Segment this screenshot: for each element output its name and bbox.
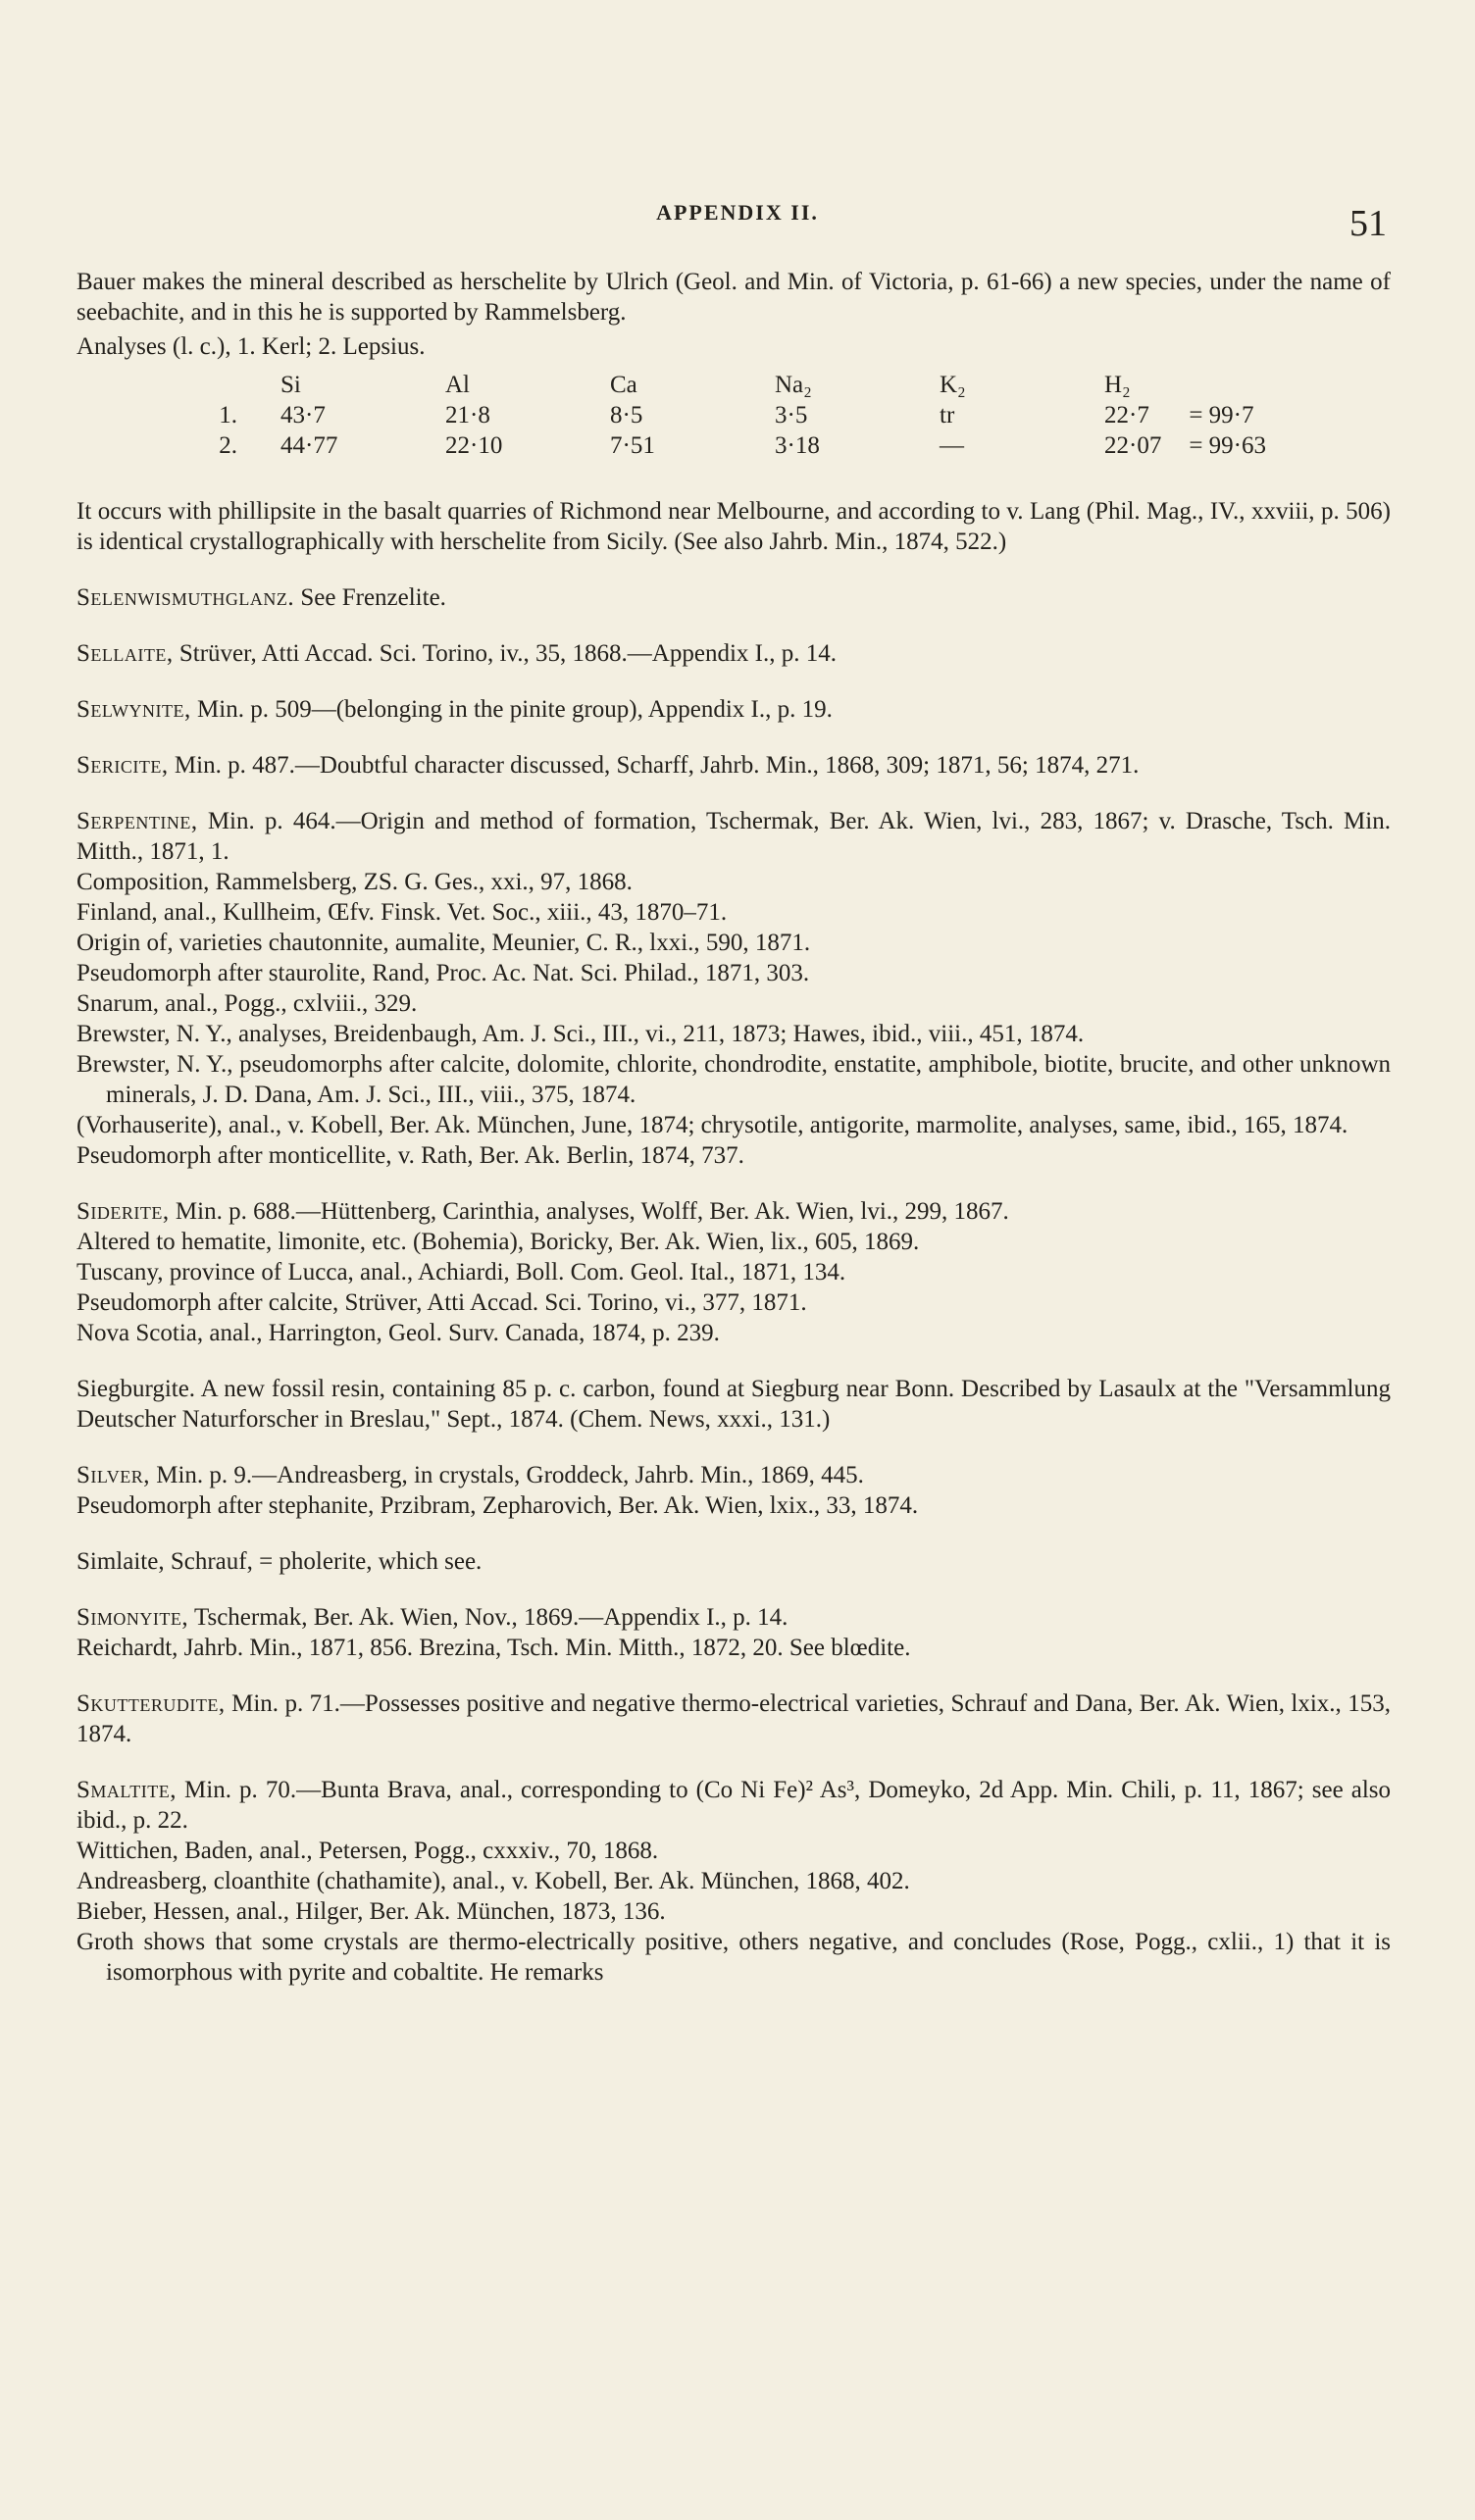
entry-line: Tuscany, province of Lucca, anal., Achiardi, Boll. Com. Geol. Ital., 1871, 134. bbox=[76, 1259, 846, 1285]
occurs-paragraph: It occurs with phillipsite in the basalt quarries of Richmond near Melbourne, and according to v. Lang (Phil. Mag., IV., xxviii, p. 506) is identical crystallographically with herschelite from Sicily. (See also Jahrb. Min., 1874, 522.) bbox=[76, 498, 1391, 555]
table-cell: 22·7 bbox=[1104, 402, 1149, 428]
entry-line: Pseudomorph after calcite, Strüver, Atti Accad. Sci. Torino, vi., 377, 1871. bbox=[76, 1289, 807, 1316]
analysis-row bbox=[165, 430, 1280, 461]
entry-selwynite bbox=[76, 694, 1391, 725]
entry-line: Finland, anal., Kullheim, Œfv. Finsk. Vet. Soc., xiii., 43, 1870–71. bbox=[76, 899, 728, 926]
entry-simlaite: Simlaite, Schrauf, = pholerite, which see. bbox=[76, 1548, 483, 1575]
entry-line: Pseudomorph after monticellite, v. Rath, Ber. Ak. Berlin, 1874, 737. bbox=[76, 1142, 744, 1169]
entry-line bbox=[76, 1460, 1391, 1490]
entry-line bbox=[76, 1602, 1391, 1633]
table-cell: 44·77 bbox=[280, 432, 338, 459]
table-header-cell: H₂ bbox=[1104, 372, 1131, 398]
entry-text: Min. p. 9.—Andreasberg, in crystals, Groddeck, Jahrb. Min., 1869, 445. bbox=[150, 1462, 864, 1488]
table-header-cell bbox=[165, 370, 267, 400]
page-body bbox=[76, 267, 1391, 1988]
entry-siegburgite: Siegburgite. A new fossil resin, containing 85 p. c. carbon, found at Siegburg near Bonn. Described by Lasaulx at the "Versammlung Deutscher Naturforscher in Breslau," Sept., 1874. (Chem. News, xxxi., 131.) bbox=[76, 1376, 1391, 1433]
entry-line: Reichardt, Jahrb. Min., 1871, 856. Brezina, Tsch. Min. Mitth., 1872, 20. See blœdite. bbox=[76, 1635, 911, 1661]
table-cell: 2. bbox=[219, 432, 237, 459]
table-header-cell bbox=[1175, 370, 1280, 400]
entry-line: Bieber, Hessen, anal., Hilger, Ber. Ak. München, 1873, 136. bbox=[76, 1898, 666, 1925]
table-cell: 3·5 bbox=[775, 402, 808, 428]
entry-line: Brewster, N. Y., pseudomorphs after calcite, dolomite, chlorite, chondrodite, enstatite, amphibole, biotite, brucite, and other unknown minerals, J. D. Dana, Am. J. Sci., III., viii., 375, 1874. bbox=[76, 1051, 1391, 1108]
entry-simonyite bbox=[76, 1602, 1391, 1663]
analysis-table bbox=[165, 370, 1280, 461]
table-cell: 22·07 bbox=[1104, 432, 1162, 459]
entry-siderite bbox=[76, 1196, 1391, 1348]
entry-name: Selwynite, bbox=[76, 696, 191, 723]
table-cell: 3·18 bbox=[775, 432, 820, 459]
entry-skutterudite bbox=[76, 1688, 1391, 1749]
entry-line: Wittichen, Baden, anal., Petersen, Pogg., cxxxiv., 70, 1868. bbox=[76, 1838, 659, 1864]
entry-silver bbox=[76, 1460, 1391, 1521]
analyses-intro: Analyses (l. c.), 1. Kerl; 2. Lepsius. bbox=[76, 333, 426, 360]
entry-serpentine bbox=[76, 806, 1391, 1171]
entry-line: Origin of, varieties chautonnite, aumalite, Meunier, C. R., lxxi., 590, 1871. bbox=[76, 930, 811, 956]
entry-line: Andreasberg, cloanthite (chathamite), anal., v. Kobell, Ber. Ak. München, 1868, 402. bbox=[76, 1868, 910, 1894]
entry-line: Pseudomorph after stephanite, Przibram, Zepharovich, Ber. Ak. Wien, lxix., 33, 1874. bbox=[76, 1492, 919, 1519]
entry-name: Silver, bbox=[76, 1462, 150, 1488]
entry-line bbox=[76, 1196, 1391, 1227]
entry-name: Sericite, bbox=[76, 752, 169, 779]
analysis-row bbox=[165, 400, 1280, 430]
table-cell: 8·5 bbox=[610, 402, 643, 428]
analysis-header-row bbox=[165, 370, 1280, 400]
entry-selenwismuthglanz bbox=[76, 582, 1391, 613]
entry-name: Sellaite, bbox=[76, 640, 174, 667]
entry-line: Groth shows that some crystals are thermo-electrically positive, others negative, and concludes (Rose, Pogg., cxlii., 1) that it is isomorphous with pyrite and cobaltite. He remarks bbox=[76, 1929, 1391, 1986]
entry-line: Brewster, N. Y., analyses, Breidenbaugh, Am. J. Sci., III., vi., 211, 1873; Hawes, ibid., viii., 451, 1874. bbox=[76, 1021, 1085, 1047]
entry-text: Strüver, Atti Accad. Sci. Torino, iv., 35, 1868.—Appendix I., p. 14. bbox=[173, 640, 837, 667]
entry-name: Selenwismuthglanz. bbox=[76, 584, 295, 611]
entry-text: Min. p. 464.—Origin and method of formation, Tschermak, Ber. Ak. Wien, lvi., 283, 1867; v. Drasche, Tsch. Min. Mitth., 1871, 1. bbox=[76, 808, 1391, 865]
entry-name: Serpentine, bbox=[76, 808, 198, 834]
entry-line bbox=[76, 806, 1391, 867]
entry-name: Skutterudite, bbox=[76, 1690, 226, 1717]
table-cell: — bbox=[940, 432, 964, 459]
entry-name: Smaltite, bbox=[76, 1777, 177, 1803]
entry-line bbox=[76, 1688, 1391, 1749]
bauer-paragraph: Bauer makes the mineral described as herschelite by Ulrich (Geol. and Min. of Victoria, p. 61-66) a new species, under the name of seebachite, and in this he is supported by Rammelsberg. bbox=[76, 269, 1391, 326]
entry-text: Tschermak, Ber. Ak. Wien, Nov., 1869.—Appendix I., p. 14. bbox=[188, 1604, 788, 1631]
entry-text: Min. p. 71.—Possesses positive and negative thermo-electrical varieties, Schrauf and Dana, Ber. Ak. Wien, lxix., 153, 1874. bbox=[76, 1690, 1391, 1747]
table-cell: 7·51 bbox=[610, 432, 655, 459]
page-number: 51 bbox=[1349, 203, 1387, 244]
entry-name: Siderite, bbox=[76, 1198, 170, 1225]
entry-text: Min. p. 487.—Doubtful character discussed, Scharff, Jahrb. Min., 1868, 309; 1871, 56; 1874, 271. bbox=[168, 752, 1140, 779]
table-header-cell: K₂ bbox=[940, 372, 966, 398]
entry-line: Composition, Rammelsberg, ZS. G. Ges., xxi., 97, 1868. bbox=[76, 869, 633, 895]
table-header-cell: Al bbox=[445, 372, 470, 398]
entry-sericite bbox=[76, 750, 1391, 781]
table-cell: 1. bbox=[219, 402, 237, 428]
table-cell: tr bbox=[940, 402, 955, 428]
entry-text: See Frenzelite. bbox=[294, 584, 446, 611]
entry-line: Nova Scotia, anal., Harrington, Geol. Surv. Canada, 1874, p. 239. bbox=[76, 1320, 720, 1346]
table-cell: 43·7 bbox=[280, 402, 326, 428]
entry-text: Min. p. 509—(belonging in the pinite group), Appendix I., p. 19. bbox=[190, 696, 833, 723]
running-header: APPENDIX II. bbox=[656, 200, 819, 225]
table-header-cell: Ca bbox=[610, 372, 637, 398]
table-cell: 22·10 bbox=[445, 432, 503, 459]
table-cell: = 99·63 bbox=[1189, 432, 1267, 459]
entry-text: Min. p. 688.—Hüttenberg, Carinthia, analyses, Wolff, Ber. Ak. Wien, lvi., 299, 1867. bbox=[169, 1198, 1009, 1225]
table-cell: 21·8 bbox=[445, 402, 490, 428]
entry-line: Snarum, anal., Pogg., cxlviii., 329. bbox=[76, 990, 418, 1017]
entry-text: Min. p. 70.—Bunta Brava, anal., corresponding to (Co Ni Fe)² As³, Domeyko, 2d App. Min. Chili, p. 11, 1867; see also ibid., p. 22. bbox=[76, 1777, 1391, 1834]
table-header-cell: Na₂ bbox=[775, 372, 812, 398]
table-cell: = 99·7 bbox=[1189, 402, 1254, 428]
entry-sellaite bbox=[76, 638, 1391, 669]
entry-smaltite bbox=[76, 1775, 1391, 1988]
analysis-table-block bbox=[76, 370, 1391, 461]
entry-line: (Vorhauserite), anal., v. Kobell, Ber. Ak. München, June, 1874; chrysotile, antigorite, marmolite, analyses, same, ibid., 165, 1874. bbox=[76, 1112, 1348, 1138]
entry-line bbox=[76, 1775, 1391, 1836]
entry-line: Pseudomorph after staurolite, Rand, Proc. Ac. Nat. Sci. Philad., 1871, 303. bbox=[76, 960, 810, 986]
table-header-cell: Si bbox=[280, 372, 301, 398]
entry-name: Simonyite, bbox=[76, 1604, 189, 1631]
entry-line: Altered to hematite, limonite, etc. (Bohemia), Boricky, Ber. Ak. Wien, lix., 605, 1869. bbox=[76, 1229, 920, 1255]
